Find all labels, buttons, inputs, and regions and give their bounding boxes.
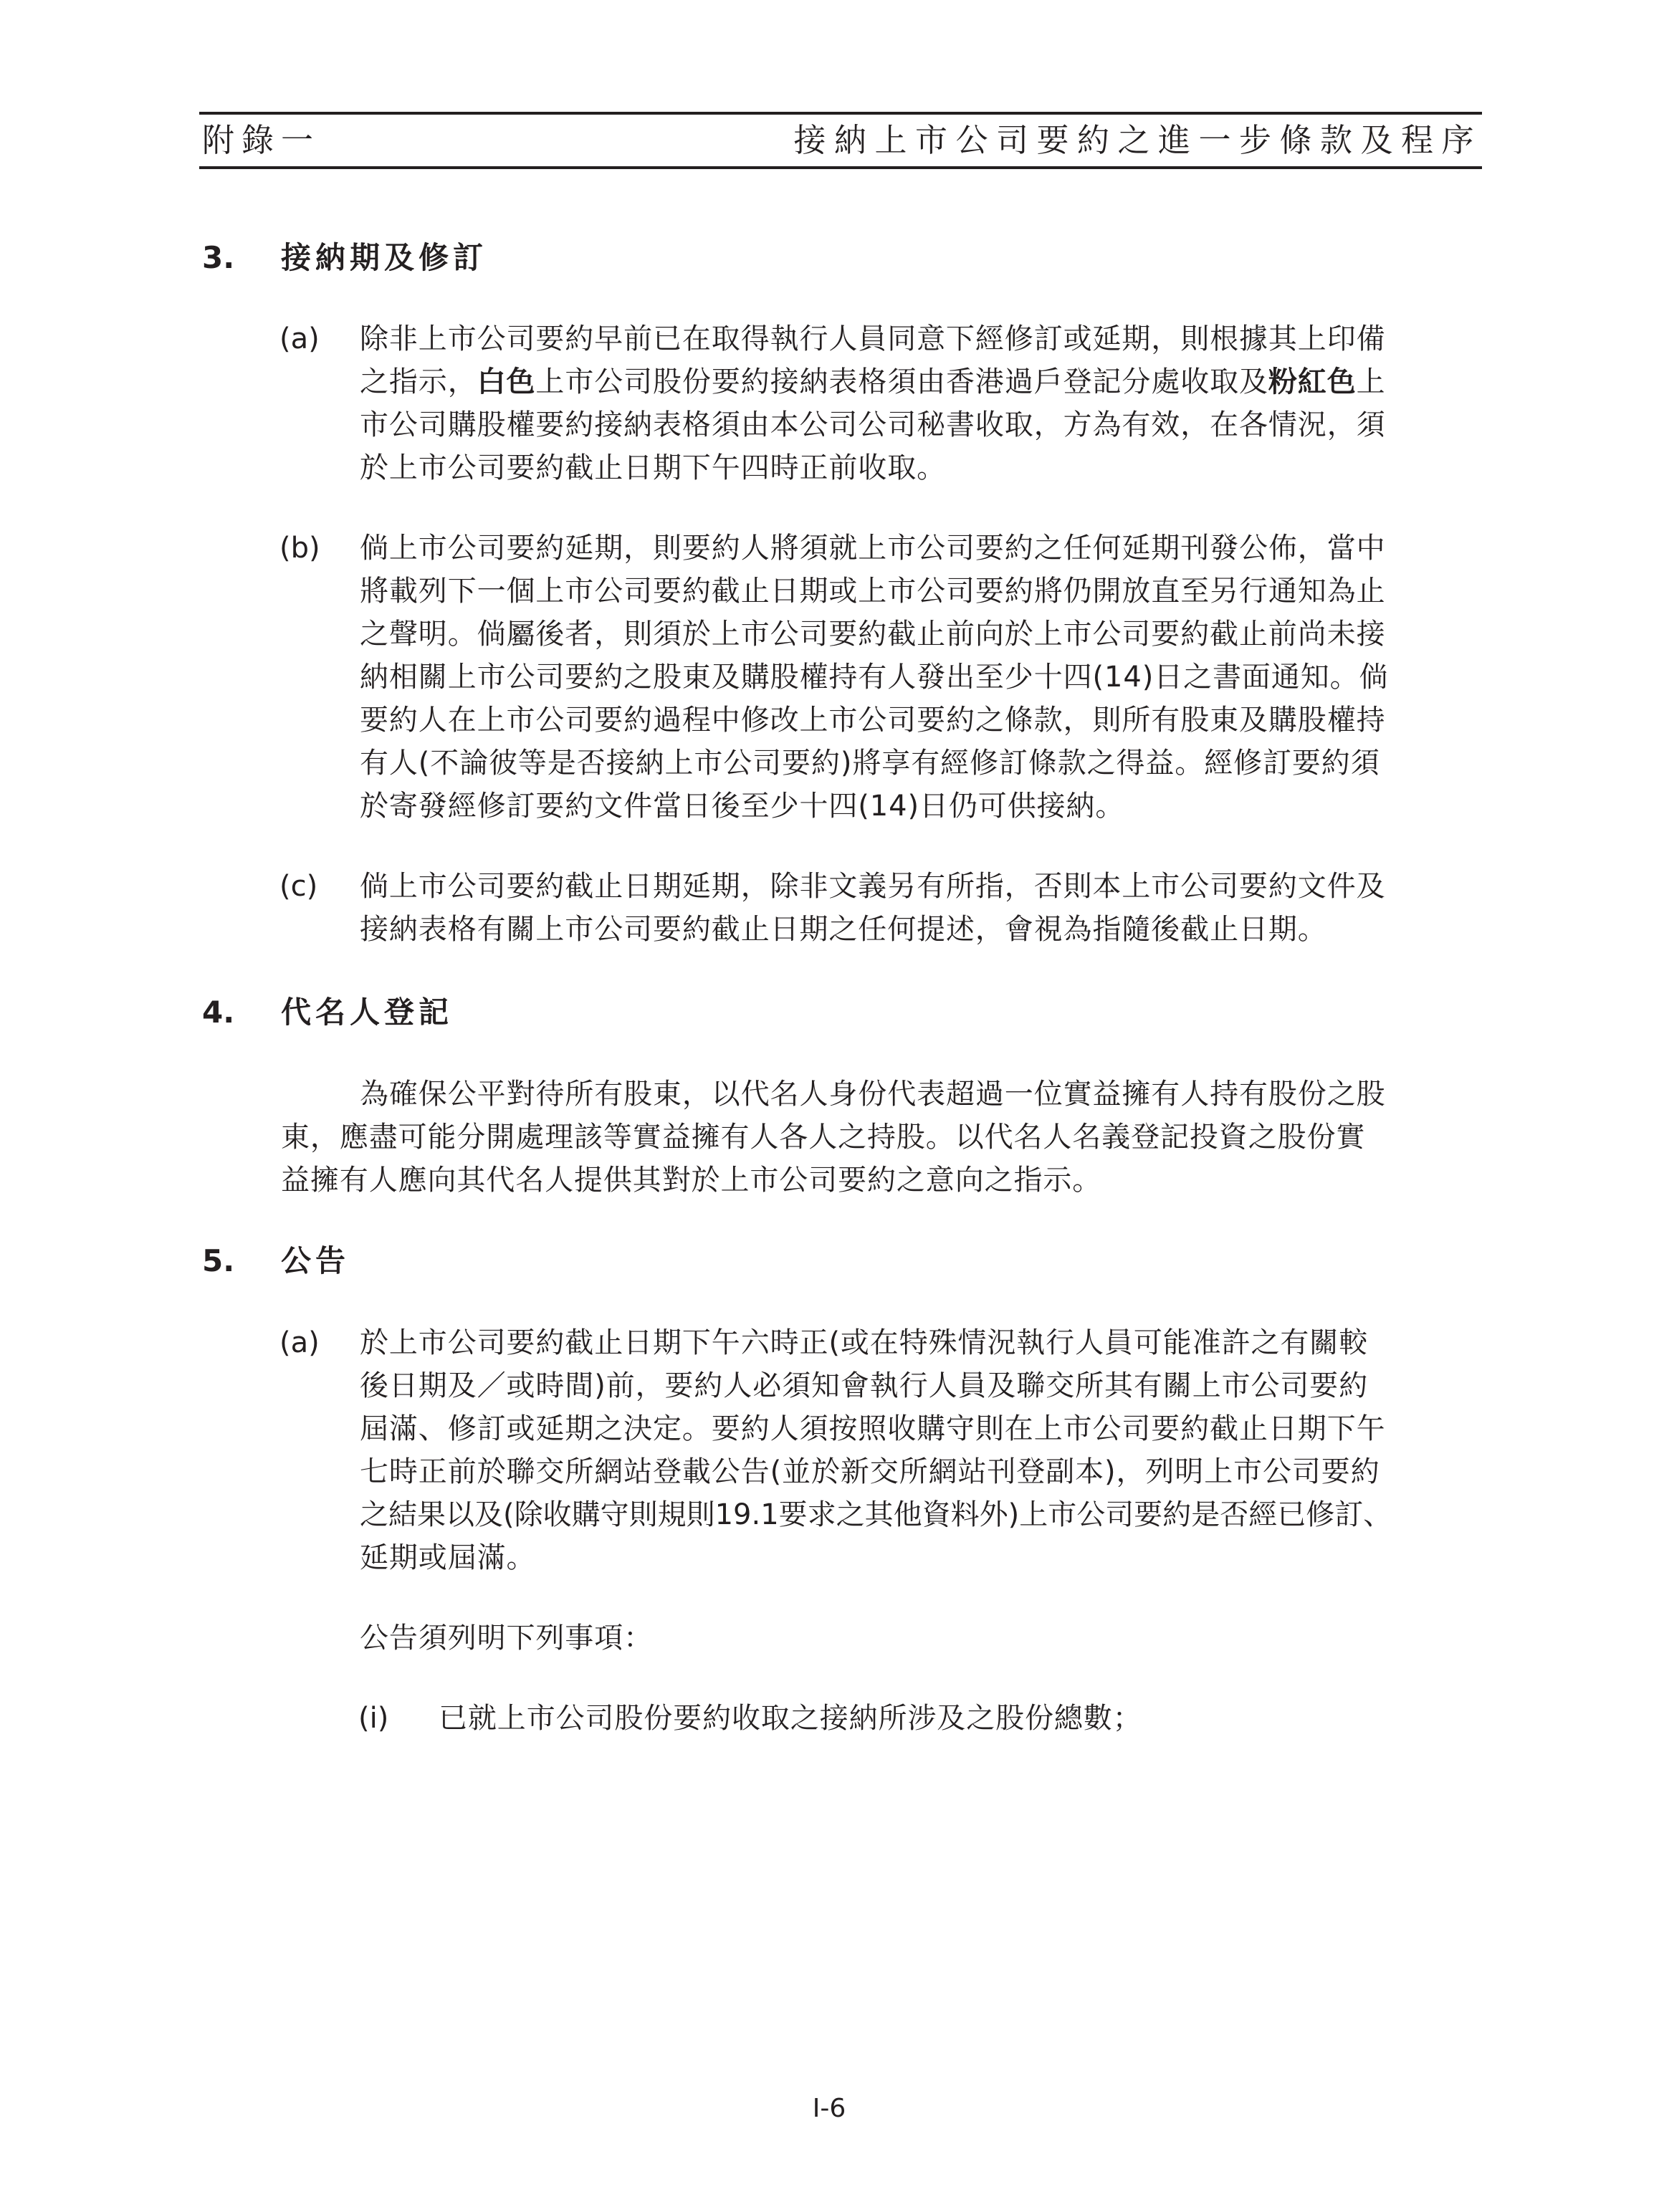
item-5a-line: 於上市公司要約截止日期下午六時正(或在特殊情況執行人員可能准許之有關較 [360, 1326, 1369, 1359]
header-bottom-rule [199, 166, 1482, 169]
item-3a-line [360, 360, 1386, 403]
section-4-paragraph-line: 東，應盡可能分開處理該等實益擁有人各人之持股。以代名人名義登記投資之股份實 [281, 1121, 1366, 1154]
item-3b-line: 於寄發經修訂要約文件當日後至少十四(14)日仍可供接納。 [360, 790, 1125, 823]
item-3c-label: (c) [279, 870, 318, 903]
header-title: 接納上市公司要約之進一步條款及程序 [793, 121, 1482, 159]
item-3c-line: 倘上市公司要約截止日期延期，除非文義另有所指，否則本上市公司要約文件及 [360, 870, 1386, 903]
item-3a-line: 市公司購股權要約接納表格須由本公司公司秘書收取，方為有效，在各情況，須 [360, 408, 1386, 441]
section-4-number: 4. [202, 995, 235, 1030]
item-5a-line: 屆滿、修訂或延期之決定。要約人須按照收購守則在上市公司要約截止日期下午 [360, 1412, 1386, 1445]
header-appendix-label: 附錄一 [202, 121, 321, 159]
item-3a-line: 除非上市公司要約早前已在取得執行人員同意下經修訂或延期，則根據其上印備 [360, 322, 1386, 355]
item-5i-label: (i) [358, 1702, 389, 1735]
item-3b-line: 要約人在上市公司要約過程中修改上市公司要約之條款，則所有股東及購股權持 [360, 704, 1386, 737]
notice-intro: 公告須列明下列事項： [360, 1622, 653, 1655]
header-top-rule [199, 112, 1482, 115]
item-5a-line: 七時正前於聯交所網站登載公告(並於新交所網站刊登副本)，列明上市公司要約 [360, 1455, 1380, 1488]
item-3b-line: 倘上市公司要約延期，則要約人將須就上市公司要約之任何延期刊發公佈，當中 [360, 532, 1386, 565]
item-3c-line: 接納表格有關上市公司要約截止日期之任何提述，會視為指隨後截止日期。 [360, 913, 1327, 946]
section-4-paragraph-line: 為確保公平對待所有股東，以代名人身份代表超過一位實益擁有人持有股份之股 [360, 1078, 1386, 1111]
item-3b-line: 有人(不論彼等是否接納上市公司要約)將享有經修訂條款之得益。經修訂要約須 [360, 747, 1380, 780]
item-5a-line: 之結果以及(除收購守則規則19.1要求之其他資料外)上市公司要約是否經已修訂、 [360, 1498, 1392, 1531]
item-5i-text: 已就上市公司股份要約收取之接納所涉及之股份總數； [439, 1702, 1142, 1735]
white-form-emphasis: 白色 [477, 365, 536, 398]
item-3b-line: 將載列下一個上市公司要約截止日期或上市公司要約將仍開放直至另行通知為止 [360, 575, 1386, 608]
item-3a-line: 於上市公司要約截止日期下午四時正前收取。 [360, 451, 946, 484]
item-5a-label: (a) [279, 1326, 320, 1359]
section-3-number: 3. [202, 240, 235, 275]
section-4-title: 代名人登記 [281, 995, 454, 1030]
text-span: 之指示， [360, 365, 477, 398]
item-5a-line: 延期或屆滿。 [360, 1541, 536, 1574]
section-5-title: 公告 [281, 1243, 350, 1278]
text-span: 上 [1356, 365, 1386, 398]
section-5-number: 5. [202, 1243, 235, 1278]
item-3b-line: 納相關上市公司要約之股東及購股權持有人發出至少十四(14)日之書面通知。倘 [360, 661, 1389, 694]
section-3-title: 接納期及修訂 [281, 240, 488, 275]
item-3a-label: (a) [279, 322, 320, 355]
item-5a-line: 後日期及／或時間)前，要約人必須知會執行人員及聯交所其有關上市公司要約 [360, 1369, 1369, 1402]
section-4-paragraph-line: 益擁有人應向其代名人提供其對於上市公司要約之意向之指示。 [281, 1164, 1102, 1197]
item-3b-line: 之聲明。倘屬後者，則須於上市公司要約截止前向於上市公司要約截止前尚未接 [360, 618, 1386, 651]
pink-form-emphasis: 粉紅色 [1268, 365, 1357, 398]
item-3b-label: (b) [279, 532, 320, 565]
page-number: I-6 [812, 2094, 846, 2123]
text-span: 上市公司股份要約接納表格須由香港過戶登記分處收取及 [535, 365, 1268, 398]
